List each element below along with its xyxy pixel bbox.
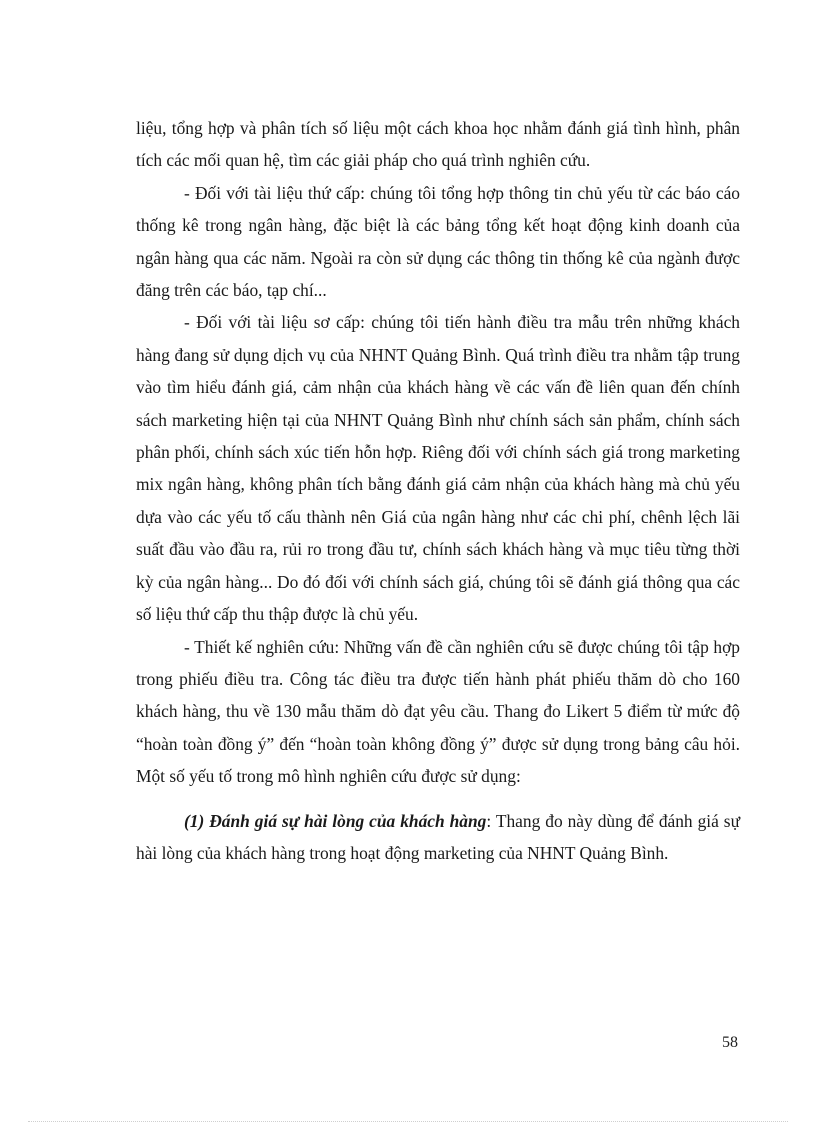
paragraph-continuation: liệu, tổng hợp và phân tích số liệu một cách khoa học nhằm đánh giá tình hình, phân tích các mối quan hệ, tìm các giải pháp cho quá trình nghiên cứu. xyxy=(136,118,740,171)
paragraph-satisfaction xyxy=(136,805,740,870)
page-number: 58 xyxy=(722,1034,738,1051)
page-bottom-divider xyxy=(28,1121,788,1122)
paragraph-secondary-data: - Đối với tài liệu thứ cấp: chúng tôi tổng hợp thông tin chủ yếu từ các báo cáo thống kê trong ngân hàng, đặc biệt là các bảng tổng kết hoạt động kinh doanh của ngân hàng qua các năm. Ngoài ra còn sử dụng các thông tin thống kê của ngành được đăng trên các báo, tạp chí... xyxy=(136,182,740,301)
satisfaction-separator: : xyxy=(486,810,492,831)
body-text xyxy=(136,112,740,869)
paragraph-primary-data: - Đối với tài liệu sơ cấp: chúng tôi tiến hành điều tra mẫu trên những khách hàng đang sử dụng dịch vụ của NHNT Quảng Bình. Quá trình điều tra nhằm tập trung vào tìm hiểu đánh giá, cảm nhận của khách hàng về các vấn đề liên quan đến chính sách marketing hiện tại của NHNT Quảng Bình như chính sách sản phẩm, chính sách phân phối, chính sách xúc tiến hỗn hợp. Riêng đối với chính sách giá trong marketing mix ngân hàng, không phân tích bằng đánh giá cảm nhận của khách hàng mà chủ yếu dựa vào các yếu tố cấu thành nên Giá của ngân hàng như các chi phí, chênh lệch lãi suất đầu vào đầu ra, rủi ro trong đầu tư, chính sách khách hàng và mục tiêu từng thời kỳ của ngân hàng... Do đó đối với chính sách giá, chúng tôi sẽ đánh giá thông qua các số liệu thứ cấp thu thập được là chủ yếu. xyxy=(136,312,740,625)
satisfaction-text: Thang đo này dùng để đánh giá sự hài lòng của khách hàng trong hoạt động marketing của NHNT Quảng Bình. xyxy=(136,810,740,863)
paragraph-research-design: - Thiết kế nghiên cứu: Những vấn đề cần nghiên cứu sẽ được chúng tôi tập hợp trong phiếu điều tra. Công tác điều tra được tiến hành phát phiếu thăm dò cho 160 khách hàng, thu về 130 mẫu thăm dò đạt yêu cầu. Thang đo Likert 5 điểm từ mức độ “hoàn toàn đồng ý” đến “hoàn toàn không đồng ý” được sử dụng trong bảng câu hỏi. Một số yếu tố trong mô hình nghiên cứu được sử dụng: xyxy=(136,636,740,787)
satisfaction-heading: (1) Đánh giá sự hài lòng của khách hàng xyxy=(184,810,487,831)
